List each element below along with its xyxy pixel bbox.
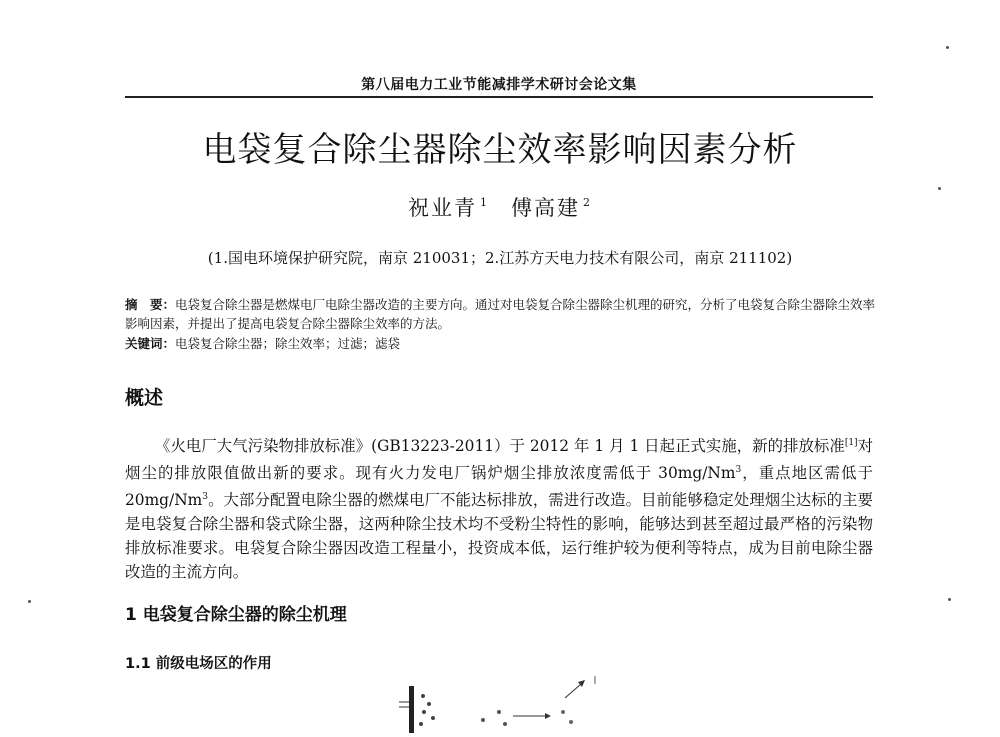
figure-arrow-head <box>545 713 551 719</box>
figure-particle <box>503 722 507 726</box>
keywords-text: 电袋复合除尘器；除尘效率；过滤；滤袋 <box>175 336 401 351</box>
figure-particle <box>569 720 573 724</box>
figure-particle <box>421 694 425 698</box>
scan-speck <box>28 600 31 603</box>
affiliations: (1.国电环境保护研究院，南京 210031；2.江苏方天电力技术有限公司，南京 211102) <box>207 249 793 267</box>
figure-particle <box>419 722 423 726</box>
subsection-heading-1-1: 1.1 前级电场区的作用 <box>125 656 272 672</box>
author-line <box>0 192 1000 222</box>
superscript: 3 <box>735 465 742 475</box>
scan-speck <box>938 187 941 190</box>
abstract-label: 摘 要： <box>125 297 176 312</box>
body-text-part: ，重点地区需低于 20mg/Nm <box>125 464 873 509</box>
figure-particle <box>422 710 426 714</box>
figure-arrow-line <box>565 684 581 698</box>
figure-particle <box>431 716 435 720</box>
citation-ref: [1] <box>844 438 858 448</box>
author-affiliation-mark: 2 <box>583 196 592 209</box>
figure-particle <box>481 718 485 722</box>
figure-particle <box>561 710 565 714</box>
figure-sketch <box>395 672 610 733</box>
abstract <box>125 295 877 333</box>
figure-particle <box>497 710 501 714</box>
body-text-part: 《火电厂大气污染物排放标准》(GB13223-2011）于 2012 年 1 月 1 日起正式实施，新的排放标准 <box>155 437 845 455</box>
author-name: 傅高建 <box>511 196 580 220</box>
paper-title: 电袋复合除尘器除尘效率影响因素分析 <box>202 130 798 170</box>
abstract-text: 电袋复合除尘器是燃煤电厂电除尘器改造的主要方向。通过对电袋复合除尘器除尘机理的研究，分析了电袋复合除尘器除尘效率影响因素，并提出了提高电袋复合除尘器除尘效率的方法。 <box>125 297 876 331</box>
author-affiliation-mark: 1 <box>480 196 489 209</box>
scan-speck <box>946 46 949 49</box>
keywords-label: 关键词： <box>125 336 176 351</box>
keywords <box>125 334 877 353</box>
running-head: 第八届电力工业节能减排学术研讨会论文集 <box>361 77 637 93</box>
body-text-part: 。大部分配置电除尘器的燃煤电厂不能达标排放，需进行改造。目前能够稳定处理烟尘达标的主要是电袋复合除尘器和袋式除尘器，这两种除尘技术均不受粉尘特性的影响，能够达到甚至超过最严格的污染物排放标准要求。电袋复合除尘器因改造工程量小，投资成本低，运行维护较为便利等特点，成为目前电除尘器改造的主流方向。 <box>125 491 873 581</box>
author-name: 祝业青 <box>408 196 477 220</box>
body-text-part: 对烟尘的排放限值做出新的要求。现有火力发电厂锅炉烟尘排放浓度需低于 30mg/Nm <box>125 437 873 482</box>
scan-speck <box>948 598 951 601</box>
figure-partial <box>395 672 610 733</box>
figure-electrode-plate <box>409 686 414 733</box>
superscript: 3 <box>202 492 209 502</box>
figure-particle <box>427 702 431 706</box>
section-heading-overview: 概述 <box>125 387 164 409</box>
section-heading-1: 1 电袋复合除尘器的除尘机理 <box>125 605 347 625</box>
body-paragraph <box>125 431 873 584</box>
header-rule <box>125 96 873 98</box>
